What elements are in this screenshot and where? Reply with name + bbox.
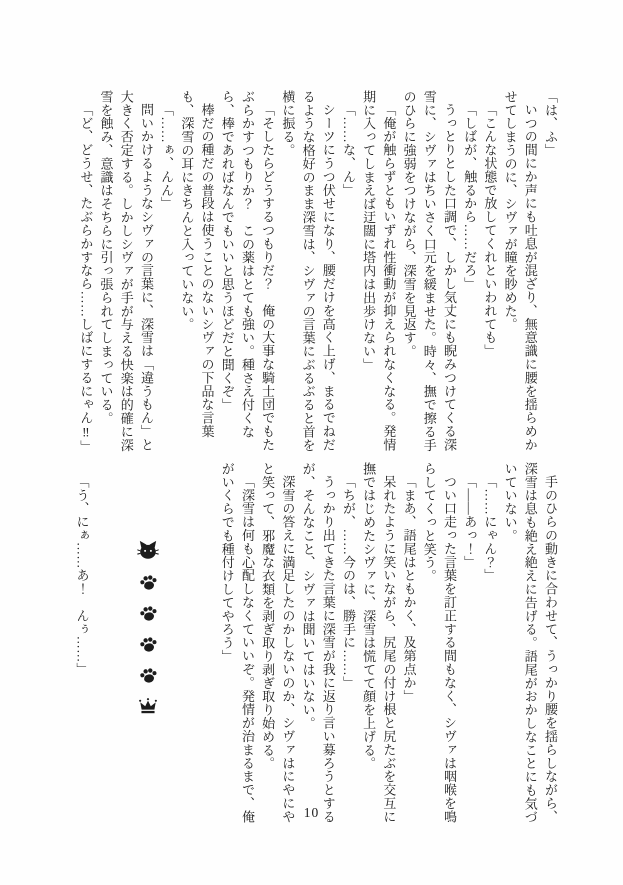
text-paragraph: 深雪の答えに満足したのかしないのか、シヴァはにやにやと笑って、邪魔な衣類を剥ぎ取り剥ぎ取り始める。	[260, 462, 296, 824]
text-paragraph: 「は、ふ」	[543, 90, 558, 157]
text-paragraph: 「う、にぁ……あ！ んぅ……」	[74, 475, 90, 676]
text-paragraph: 「……にゃん？」	[482, 475, 498, 583]
text-paragraph: 手のひらの動きに合わせて、うっかり腰を揺らしながら、深雪は息も絶え絶えに告げる。語尾がおかしなことにも気づいていない。	[502, 462, 558, 824]
page-number: 10	[303, 805, 320, 820]
text-paragraph: 「……な、ん」	[340, 103, 356, 197]
text-paragraph: 「こんな状態で放してくれといわれても」	[482, 103, 498, 358]
text-paragraph: 「そしたらどうするつもりだ？ 俺の大事な騎士団でもたぶらかすつもりか？ この薬はとても強い。種さえ付くなら、棒であればなんでもいいと思うほどだと聞くぞ」	[219, 90, 276, 452]
text-paragraph: 棒だの種だの普段は使うことのないシヴァの下品な言葉も、深雪の耳にきちんと入っていない。	[179, 90, 215, 438]
paw-print-icon	[139, 604, 158, 622]
text-paragraph: つい口走った言葉を訂正する間もなく、シヴァは咽喉を鳴らしてくっと笑う。	[421, 462, 457, 824]
paw-print-icon	[139, 635, 158, 653]
text-paragraph: 「しばが、触るから……だろ」	[462, 103, 478, 291]
text-paragraph: うっとりとした口調で、しかし気丈にも睨みつけてくる深雪に、シヴァはちいさく口元を緩ませた。時々、撫で擦る手のひらに強弱をつけながら、深雪を見返す。	[401, 90, 457, 452]
cat-face-icon	[137, 540, 159, 560]
text-paragraph: 問いかけるようなシヴァの言葉に、深雪は「違うもん」と大きく否定する。しかしシヴァが手が与える快楽は的確に深雪を蝕み、意識はそちらに引っ張られてしまっている。	[98, 90, 154, 452]
paw-print-icon	[139, 573, 158, 591]
text-paragraph: 「ど、どうせ、たぶらかすなら……しばにするにゃん‼」	[78, 103, 94, 454]
top-text-block	[75, 90, 560, 454]
text-paragraph: 「まあ、語尾はともかく、及第点か」	[401, 475, 417, 703]
icon-divider-column	[136, 540, 160, 715]
text-paragraph: 「――あっ！」	[462, 475, 478, 569]
paw-print-icon	[139, 666, 158, 684]
text-paragraph: 「……ぁ、んん」	[159, 103, 175, 211]
text-paragraph: 「俺が触らずともいずれ性衝動が抑えられなくなる。発情期に入ってしまえば迂闊に塔内は出歩けない」	[361, 90, 397, 452]
crown-icon	[138, 697, 158, 715]
text-paragraph: 「深雪は何も心配しなくていいぞ。発情が治まるまで、俺がいくらでも種付けしてやろう」	[219, 462, 255, 824]
text-paragraph: 「ちが、……今のは、勝手に……」	[340, 475, 356, 690]
text-paragraph: うっかり出てきた言葉に深雪が我に返り言い募ろうとするが、そんなこと、シヴァは聞いてはいない。	[300, 462, 336, 824]
text-paragraph: いつの間にか声にも吐息が混ざり、無意識に腰を揺らめかせてしまうのに、シヴァが瞳を眇めた。	[502, 90, 538, 452]
text-paragraph: シーツにうつ伏せになり、腰だけを高く上げ、まるでねだるような格好のまま深雪は、シヴァの言葉にぶるぶると首を横に振る。	[280, 90, 336, 452]
text-paragraph: 呆れたように笑いながら、尻尾の付け根と尻たぶを交互に撫ではじめたシヴァに、深雪は慌てて顔を上げる。	[361, 462, 397, 824]
